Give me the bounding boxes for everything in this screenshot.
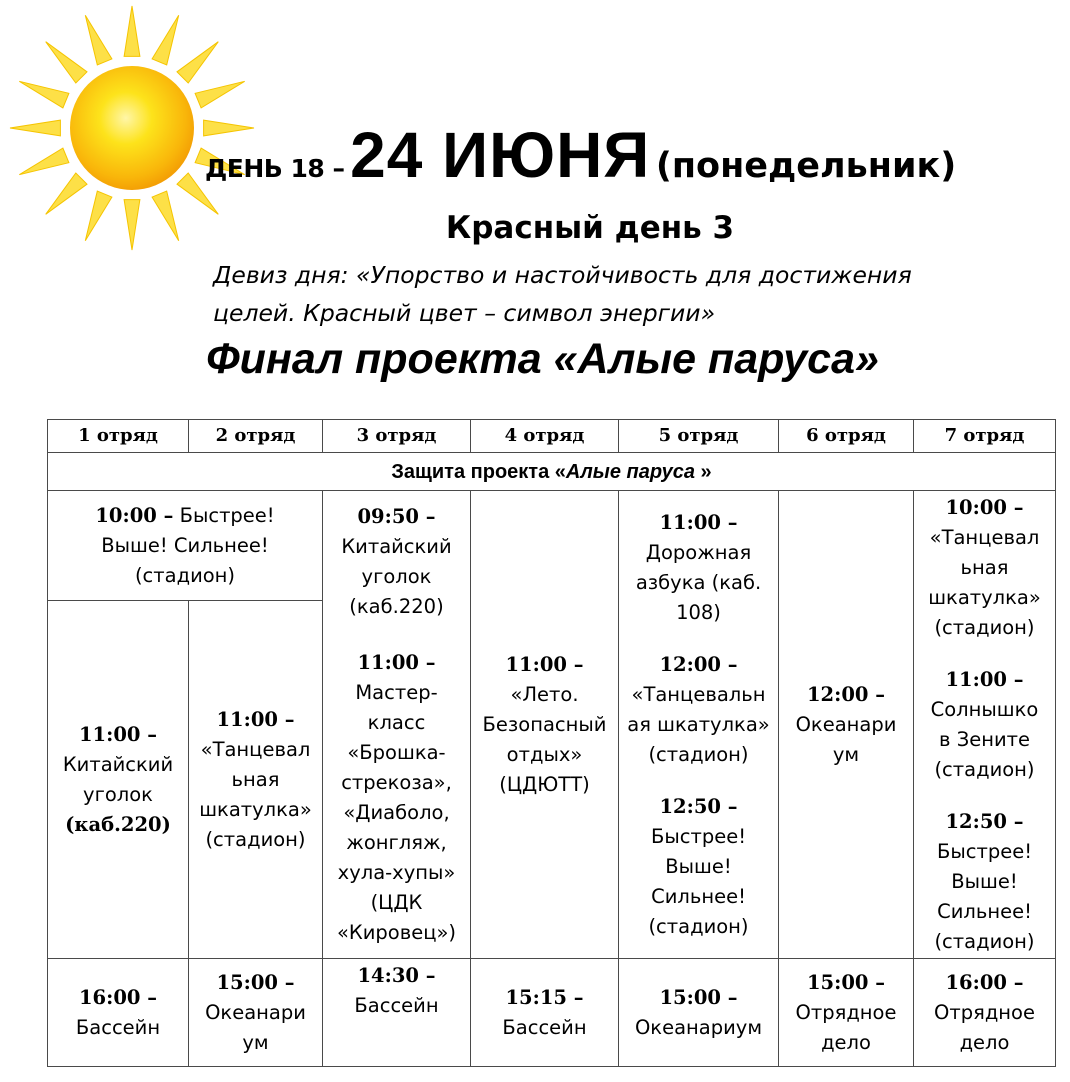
sun-ray	[195, 81, 245, 108]
schedule-cell: 16:00 – Отрядное дело	[914, 959, 1056, 1067]
day-number-label: ДЕНЬ 18 –	[205, 154, 345, 183]
schedule-cell: 15:00 – Океанари ум	[189, 959, 323, 1067]
project-banner: Защита проекта «Алые паруса »	[48, 453, 1056, 491]
sun-ray	[19, 148, 69, 175]
motto-line-2: целей. Красный цвет – символ энергии»	[213, 299, 716, 327]
header-row	[48, 420, 1056, 453]
sun-ray	[46, 173, 87, 214]
header-cell: 4 отряд	[471, 420, 619, 453]
sun-ray	[46, 42, 87, 83]
header-cell: 3 отряд	[323, 420, 471, 453]
project-name: Алые паруса	[565, 460, 695, 483]
sun-ray	[10, 120, 60, 136]
schedule-cell: 15:00 – Отрядное дело	[779, 959, 914, 1067]
schedule-cell: 15:00 – Океанариум	[619, 959, 779, 1067]
schedule-table	[47, 419, 1056, 1067]
schedule-cell: 11:00 – «Лето. Безопасный отдых» (ЦДЮТТ)	[471, 491, 619, 959]
schedule-cell: 11:00 – «Танцевал ьная шкатулка» (стадион)	[189, 601, 323, 959]
sun-ray	[85, 15, 112, 65]
final-project-title: Финал проекта «Алые паруса»	[206, 335, 879, 383]
banner-row	[48, 453, 1056, 491]
table-row	[48, 959, 1056, 1067]
header-cell: 6 отряд	[779, 420, 914, 453]
sun-ray	[177, 42, 218, 83]
day-motto	[213, 256, 1033, 332]
day-header	[205, 118, 1065, 192]
schedule-cell: 11:00 – Дорожная азбука (каб. 108) 12:00 – «Танцевальн ая шкатулка» (стадион) 12:50 – Быстрее! Выше! Сильнее! (стадион)	[619, 491, 779, 959]
schedule-cell: 14:30 – Бассейн	[323, 959, 471, 1067]
table-row	[48, 491, 1056, 601]
schedule-cell: 16:00 – Бассейн	[48, 959, 189, 1067]
date-label: 24 ИЮНЯ	[350, 119, 651, 191]
schedule-cell: 12:00 – Океанари ум	[779, 491, 914, 959]
red-day-title: Красный день 3	[445, 210, 735, 246]
header-cell: 2 отряд	[189, 420, 323, 453]
motto-line-1: Девиз дня: «Упорство и настойчивость для достижения	[213, 261, 912, 289]
sun-ray	[152, 15, 179, 65]
schedule-cell: 15:15 – Бассейн	[471, 959, 619, 1067]
sun-ray	[124, 6, 140, 56]
schedule-cell: 10:00 – Быстрее! Выше! Сильнее! (стадион)	[48, 491, 323, 601]
schedule-cell: 10:00 – «Танцевал ьная шкатулка» (стадион) 11:00 – Солнышко в Зените (стадион) 12:50 – Быстрее! Выше! Сильнее! (стадион)	[914, 491, 1056, 959]
weekday-label: (понедельник)	[655, 146, 957, 186]
header-cell: 5 отряд	[619, 420, 779, 453]
sun-ray	[19, 81, 69, 108]
header-cell: 7 отряд	[914, 420, 1056, 453]
schedule-cell: 11:00 – Китайский уголок (каб.220)	[48, 601, 189, 959]
schedule-cell: 09:50 – Китайский уголок (каб.220) 11:00 – Мастер- класс «Брошка- стрекоза», «Диаболо, жонгляж, хула-хупы» (ЦДК «Кировец»)	[323, 491, 471, 959]
header-cell: 1 отряд	[48, 420, 189, 453]
